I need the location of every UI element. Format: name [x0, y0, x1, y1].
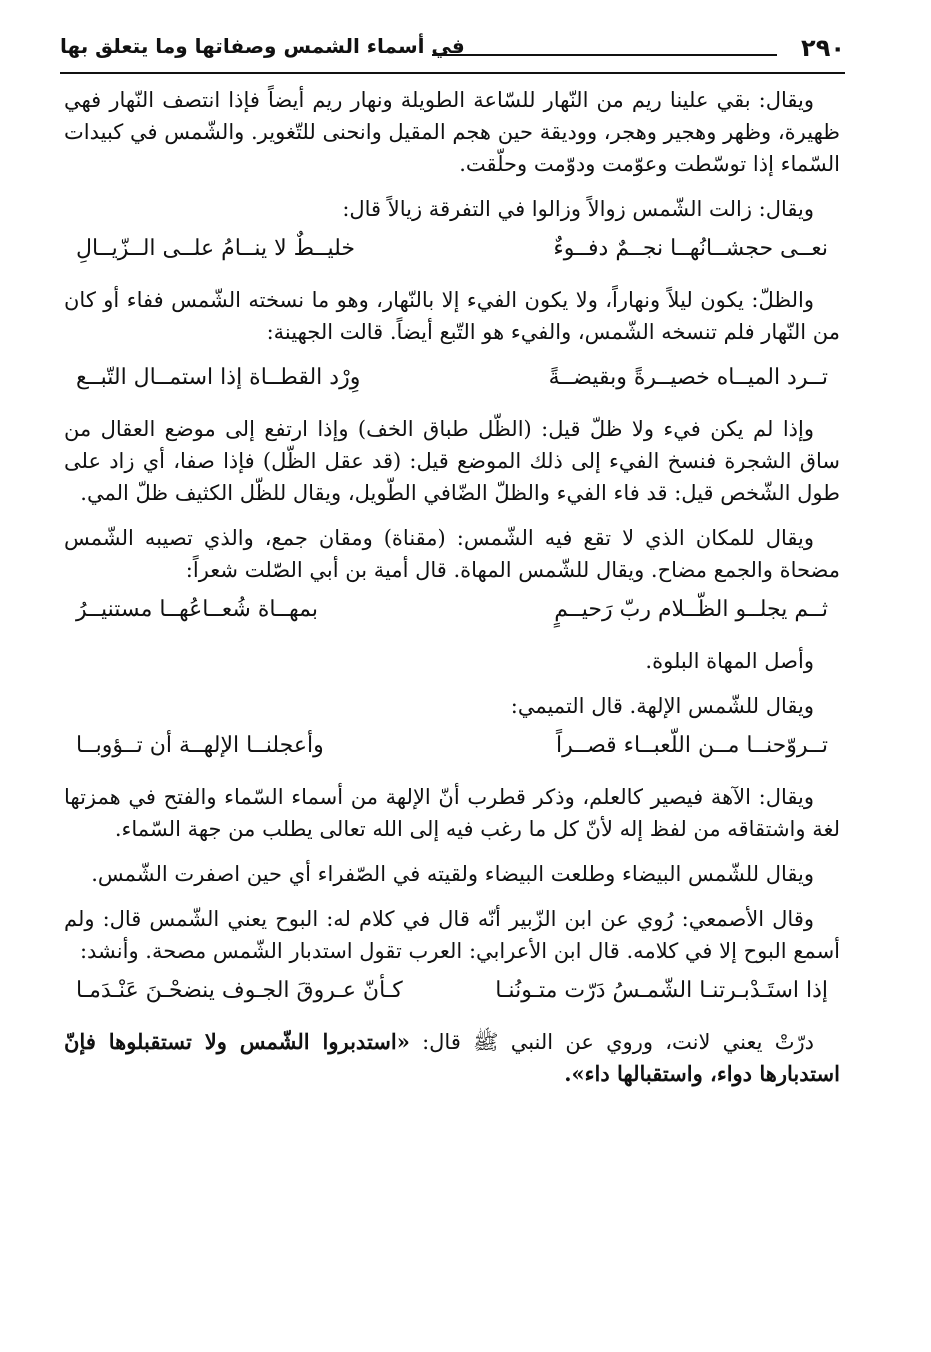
- main-text: [64, 84, 840, 1103]
- paragraph: ويقال للشّمس البيضاء وطلعت البيضاء ولقيته في الصّفراء أي حين اصفرت الشّمس.: [91, 862, 814, 886]
- paragraph-text: درّتْ يعني لانت، وروي عن النبي ﷺ قال:: [409, 1030, 814, 1054]
- paragraph: وقال الأصمعي: رُوي عن ابن الزّبير أنّه قال في كلام له: البوح يعني الشّمس قال: ولم أسمع البوح إلا في كلامه. قال ابن الأعرابي: العرب تقول استدبار الشّمس مصحة. وأنشد:: [64, 907, 840, 963]
- paragraph: والظلّ: يكون ليلاً ونهاراً، ولا يكون الفيء إلا بالنّهار، وهو ما نسخته الشّمس ففاء أو كان من النّهار فلم تنسخه الشّمس، والفيء هو التّبع أيضاً. قالت الجهينة:: [64, 288, 840, 344]
- verse-first-hemistich: نعــى حجشــانُهــا نجــمٌ دفــوءٌ: [553, 236, 828, 261]
- paragraph: ويقال للشّمس الإلهة. قال التميمي:: [510, 694, 814, 718]
- poem-verse: [76, 729, 828, 763]
- verse-first-hemistich: ثــم يجلــو الظّــلام ربّ رَحيــمٍ: [554, 597, 828, 622]
- verse-second-hemistich: خليــطٌ لا ينــامُ علــى الــزّيــالِ: [76, 236, 355, 261]
- chapter-title: في أسماء الشمس وصفاتها وما يتعلق بها: [60, 34, 465, 58]
- paragraph: ويقال: الآهة فيصير كالعلم، وذكر قطرب أنّ الإلهة من أسماء السّماء والفتح في همزتها لغة واشتقاقه من لفظ إله لأنّ كل ما رغب فيه إلى الله تعالى يطلب من جهة السّماء.: [64, 785, 840, 841]
- paragraph: وأصل المهاة البلوة.: [645, 649, 814, 673]
- header-rule: [432, 54, 777, 56]
- header-underline: [60, 72, 845, 74]
- poem-verse: [76, 593, 828, 627]
- page-number: ٢٩٠: [801, 34, 845, 62]
- paragraph: ويقال: زالت الشّمس زوالاً وزالوا في التفرقة زيالاً قال:: [342, 197, 814, 221]
- verse-second-hemistich: بمهــاة شُعــاعُهــا مستنيــرُ: [76, 597, 318, 622]
- verse-second-hemistich: كـأنّ عـروقَ الجـوف ينضحْـنَ عَنْـدَمـا: [76, 978, 403, 1003]
- hadith-quote: «استدبروا الشّمس ولا تستقبلوها فإنّ استدبارها دواء، واستقبالها داء».: [64, 1029, 840, 1086]
- running-header: [60, 34, 845, 68]
- paragraph: ويقال: بقي علينا ريم من النّهار للسّاعة الطويلة ونهار ريم أيضاً فإذا انتصف النّهار فهي ظهيرة، وظهر وهجير وهجر، ووديقة حين هجم المقيل وانحنى للتّغوير. والشّمس في كبيدات السّماء إذا توسّطت وعوّمت ودوّمت وحلّقت.: [64, 88, 840, 176]
- paragraph: وإذا لم يكن فيء ولا ظلّ قيل: (الظّل طباق الخف) وإذا ارتفع إلى موضع العقال من ساق الشجرة فنسخ الفيء إلى ذلك الموضع قيل: (قد عقل الظّل) فإذا صفا، أي زاد على طول الشّخص قيل: قد فاء الفيء والظلّ الضّافي الطّويل، ويقال للظّل الكثيف ظلّ المي.: [64, 417, 840, 505]
- verse-second-hemistich: وأعجلنــا الإلهــة أن تــؤوبــا: [76, 733, 324, 758]
- paragraph: ويقال للمكان الذي لا تقع فيه الشّمس: (مقناة) ومقان جمع، والذي تصيبه الشّمس مضحاة والجمع مضاح. ويقال للشّمس المهاة. قال أمية بن أبي الصّلت شعراً:: [64, 526, 840, 582]
- poem-verse: [76, 361, 828, 395]
- paragraph: [64, 1026, 840, 1090]
- poem-verse: [76, 974, 828, 1008]
- verse-second-hemistich: وِرْد القطــاة إذا استمــال التّبــع: [76, 365, 361, 390]
- verse-first-hemistich: تــرد الميــاه خصيــرةً وبقيضــةً: [548, 365, 828, 390]
- verse-first-hemistich: إذا استَـدْبـرتنـا الشّمـسُ دَرّت متـونُنـا: [495, 978, 828, 1003]
- poem-verse: [76, 232, 828, 266]
- verse-first-hemistich: تــروّحنــا مــن اللّعبــاء قصــراً: [555, 733, 828, 758]
